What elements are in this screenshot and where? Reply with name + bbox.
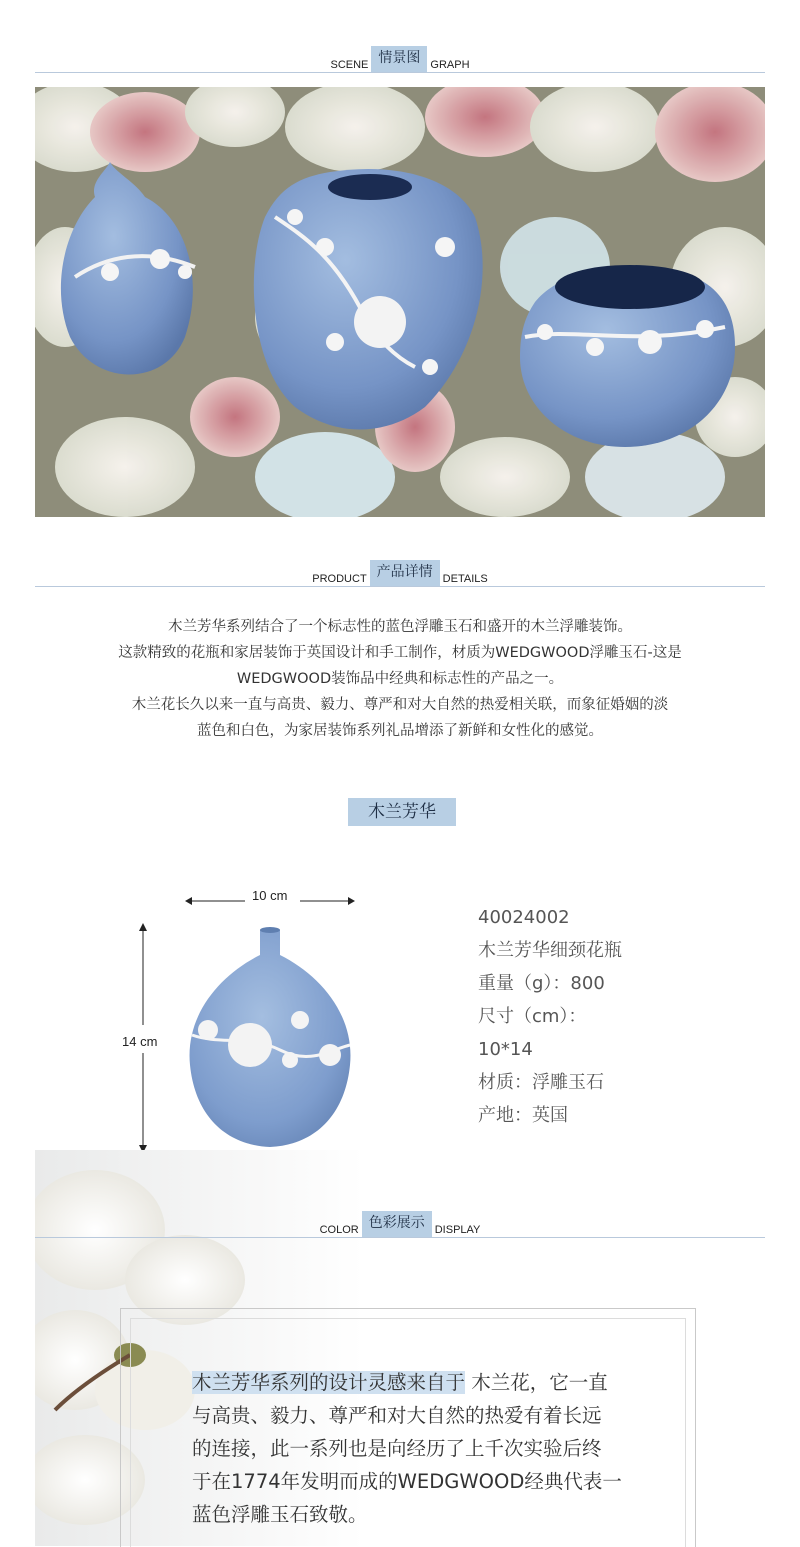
spec-origin: 产地：英国 — [478, 1105, 568, 1126]
scene-header-divider — [35, 72, 765, 73]
product-description — [40, 614, 760, 744]
scene-header-title: 情景图 — [371, 46, 427, 72]
spec-weight: 重量（g）：800 — [478, 973, 605, 994]
scene-section-header — [35, 41, 765, 73]
product-header-title: 产品详情 — [370, 560, 440, 586]
story-line: 于在1774年发明而成的WEDGWOOD经典代表一 — [192, 1470, 622, 1493]
description-line: 木兰芳华系列结合了一个标志性的蓝色浮雕玉石和盛开的木兰浮雕装饰。 — [168, 619, 632, 635]
description-line: WEDGWOOD装饰品中经典和标志性的产品之一。 — [236, 671, 564, 687]
spec-name: 木兰芳华细颈花瓶 — [478, 940, 622, 961]
scene-header-en-right: GRAPH — [430, 59, 470, 71]
width-label: 10 cm — [252, 888, 288, 903]
color-header-en-right: DISPLAY — [434, 1224, 481, 1236]
scene-photo — [35, 87, 765, 517]
color-header-title: 色彩展示 — [362, 1211, 432, 1237]
description-line: 木兰花长久以来一直与高贵、毅力、尊严和对大自然的热爱相关联，而象征婚姻的淡 — [131, 697, 669, 713]
story-line: 蓝色浮雕玉石致敬。 — [192, 1503, 368, 1526]
story-line: 的连接，此一系列也是向经历了上千次实验后终 — [192, 1437, 602, 1460]
spec-size-label: 尺寸（cm）： — [478, 1006, 587, 1027]
height-label: 14 cm — [122, 1034, 158, 1049]
description-line: 这款精致的花瓶和家居装饰于英国设计和手工制作，材质为WEDGWOOD浮雕玉石-这是 — [118, 645, 682, 661]
scene-header-en-left: SCENE — [330, 59, 369, 71]
product-specs — [478, 901, 622, 1132]
story-line: 与高贵、毅力、尊严和对大自然的热爱有着长远 — [192, 1404, 602, 1427]
spec-sku: 40024002 — [478, 907, 570, 928]
spec-size-value: 10*14 — [478, 1039, 533, 1060]
product-vase-image — [190, 927, 351, 1147]
spec-material: 材质：浮雕玉石 — [478, 1072, 604, 1093]
product-dimension-diagram — [130, 885, 370, 1160]
series-title: 木兰芳华 — [348, 798, 456, 826]
product-header-en-left: PRODUCT — [312, 573, 367, 585]
color-header-divider — [35, 1237, 765, 1238]
product-header-en-right: DETAILS — [442, 573, 488, 585]
story-highlight: 木兰芳华系列的设计灵感来自于 — [192, 1371, 466, 1394]
story-line1-rest: 木兰花，它一直 — [465, 1371, 608, 1394]
color-section-header — [35, 1206, 765, 1238]
product-section-header — [35, 555, 765, 587]
product-header-divider — [35, 586, 765, 587]
story-text — [192, 1366, 672, 1531]
color-header-en-left: COLOR — [319, 1224, 359, 1236]
description-line: 蓝色和白色，为家居装饰系列礼品增添了新鲜和女性化的感觉。 — [197, 723, 603, 739]
